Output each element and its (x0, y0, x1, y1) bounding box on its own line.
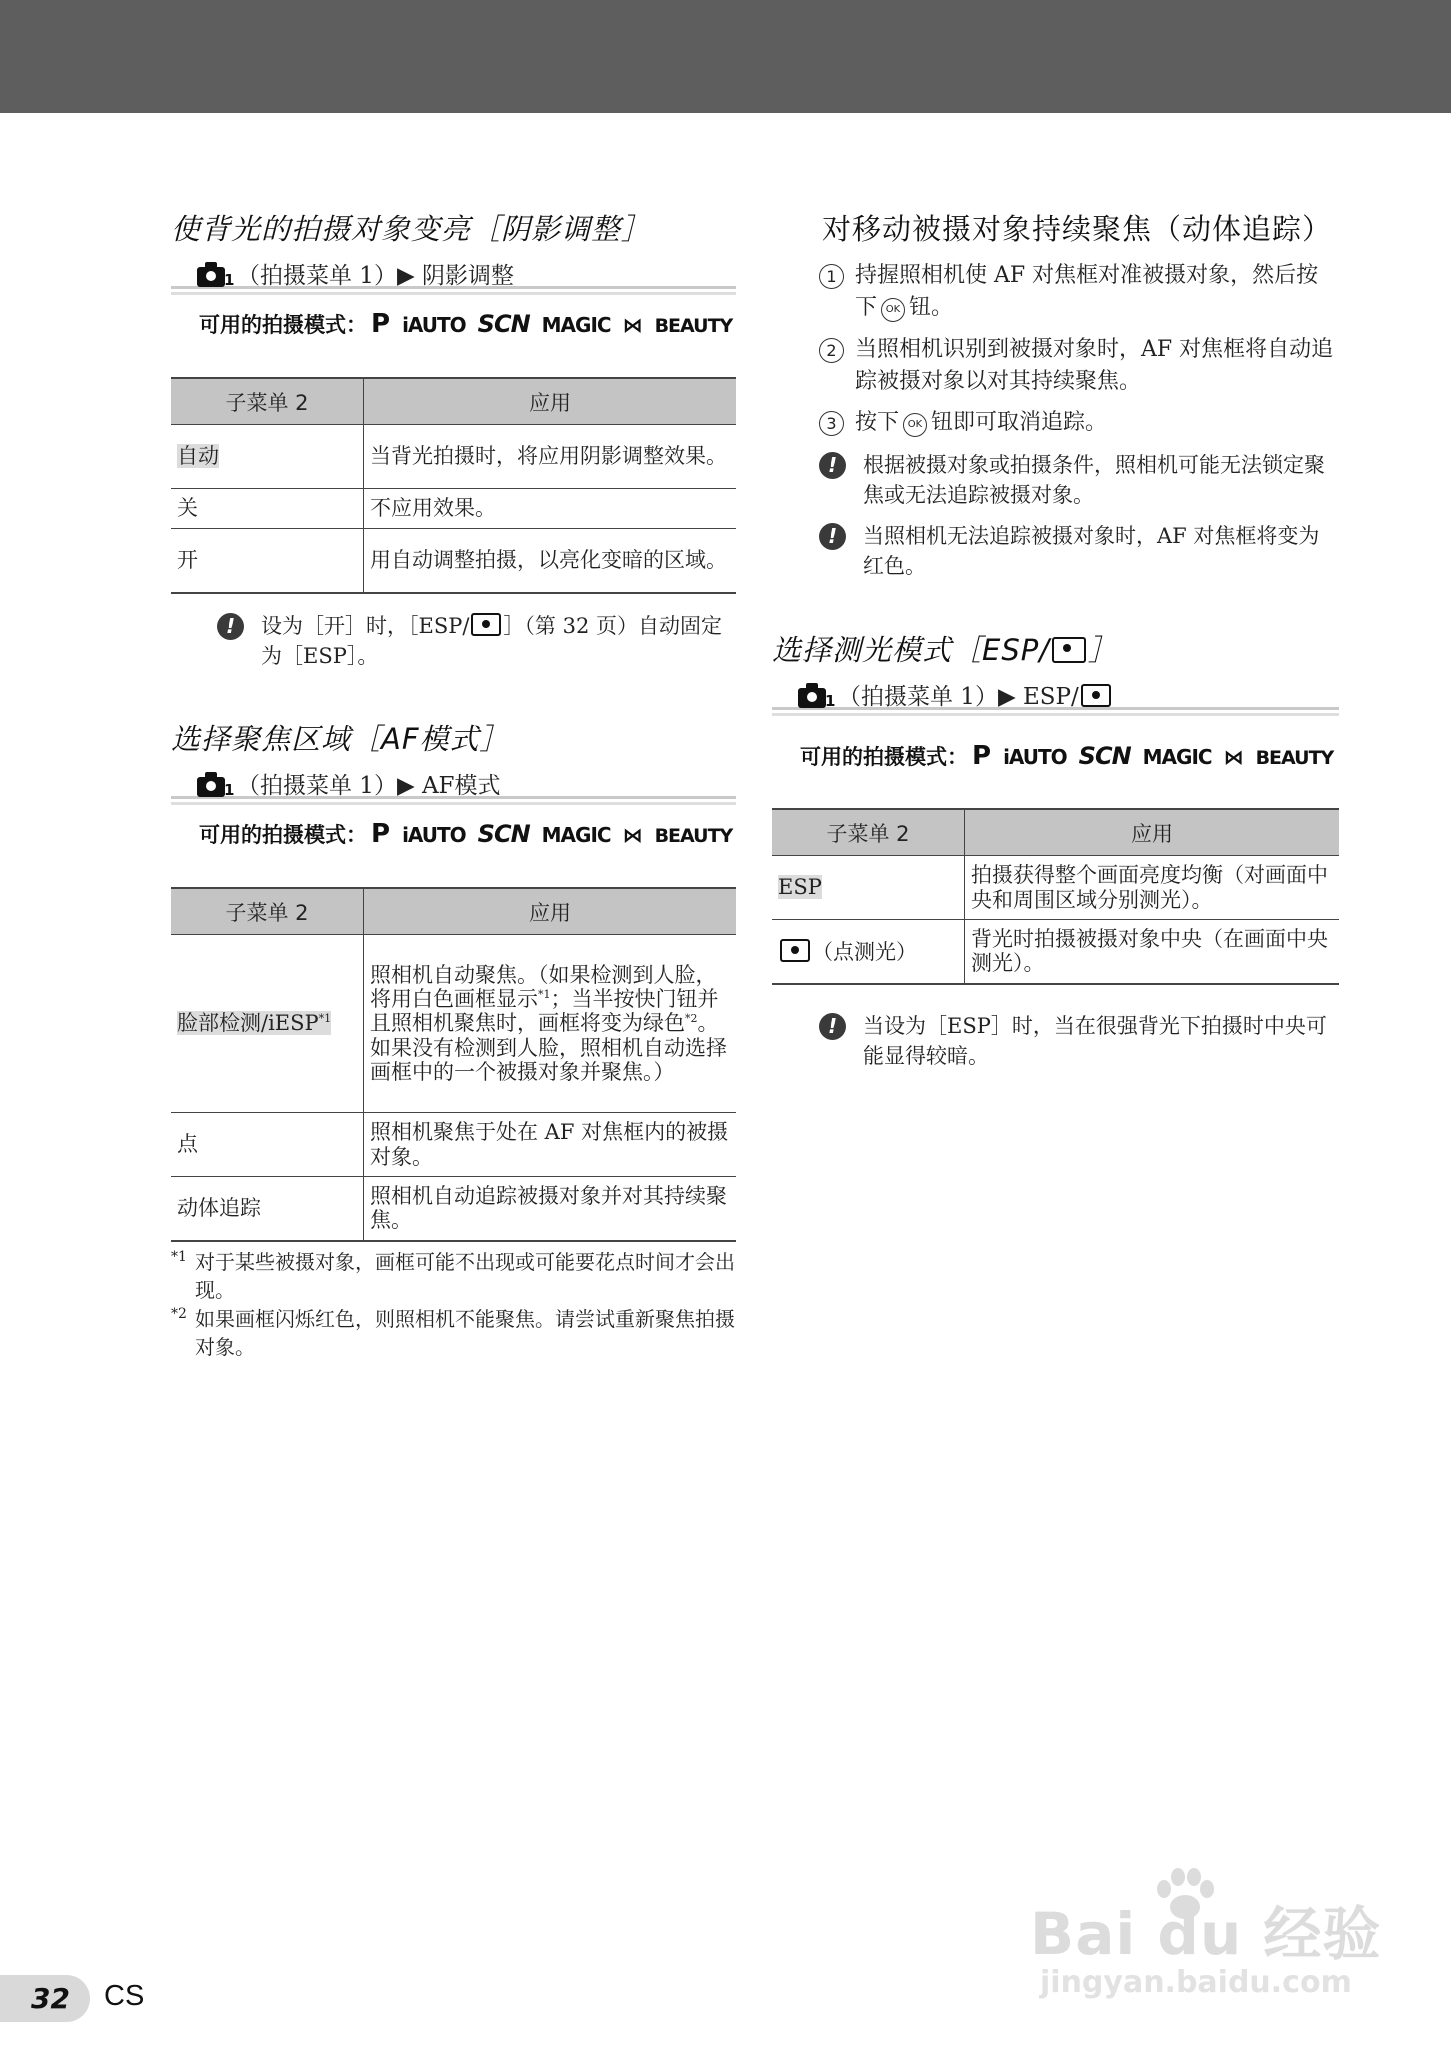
af-options-table (171, 887, 736, 1242)
spot-metering-icon (1081, 684, 1111, 707)
desc-part-a: 照相机自动聚焦。（如果检测到人脸，将用白色画框显示 (370, 963, 717, 1012)
footnote-ref: *1 (538, 988, 551, 1002)
option-desc: 照相机聚焦于处在 AF 对焦框内的被摄对象。 (364, 1113, 737, 1177)
step-text: 当照相机识别到被摄对象时，AF 对焦框将自动追踪被摄对象以对其持续聚焦。 (855, 337, 1334, 394)
metering-options-table (772, 808, 1339, 985)
footnote-mark: *2 (171, 1306, 187, 1322)
table-row (772, 920, 1339, 984)
tracking-section-title: 对移动被摄对象持续聚焦（动体追踪） (822, 212, 1333, 246)
mode-p: P (371, 819, 391, 849)
col-submenu-header: 子菜单 2 (772, 809, 965, 856)
spot-metering-icon (1052, 637, 1086, 663)
metering-title-text: 选择测光模式［ESP/ (772, 633, 1050, 667)
table-row (171, 529, 736, 593)
table-header-row (171, 378, 736, 425)
option-esp: ESP (778, 875, 822, 900)
shadow-menu-path (171, 255, 736, 295)
col-application-header: 应用 (965, 809, 1340, 856)
mode-magic: MAGIC (541, 313, 611, 337)
mode-p: P (972, 741, 992, 771)
modes-label: 可用的拍摄模式： (800, 745, 968, 769)
footnote-ref: *1 (318, 1012, 332, 1026)
watermark-brand: Bai du 经验 (1030, 1900, 1382, 1968)
shadow-available-modes (199, 309, 732, 339)
caution-icon: ! (217, 613, 244, 640)
option-tracking: 动体追踪 (171, 1177, 364, 1241)
option-desc: 当背光拍摄时，将应用阴影调整效果。 (364, 425, 737, 489)
shadow-section-title: 使背光的拍摄对象变亮［阴影调整］ (171, 212, 652, 246)
col-application-header: 应用 (364, 378, 737, 425)
step-text-a: 持握照相机使 AF 对焦框对准被摄对象，然后按下 (855, 263, 1319, 320)
note-text-b: ］（第 32 页）自动固定为［ESP］。 (261, 614, 722, 669)
note-text: 当照相机无法追踪被摄对象时，AF 对焦框将变为红色。 (863, 524, 1320, 579)
option-desc (364, 935, 737, 1113)
mode-bow-icon: ⋈ (1223, 745, 1244, 769)
col-submenu-header: 子菜单 2 (171, 888, 364, 935)
desc-part-c: 。如果没有检测到人脸，照相机自动选择画框中的一个被摄对象并聚焦。） (370, 1011, 727, 1084)
camera-menu-icon: 1 (197, 261, 231, 287)
note-text: 根据被摄对象或拍摄条件，照相机可能无法锁定聚焦或无法追踪被摄对象。 (863, 453, 1325, 508)
footnote-text: 如果画框闪烁红色，则照相机不能聚焦。请尝试重新聚焦拍摄对象。 (195, 1307, 735, 1359)
step-text-b: 钮。 (909, 294, 954, 320)
option-desc: 照相机自动追踪被摄对象并对其持续聚焦。 (364, 1177, 737, 1241)
option-desc: 用自动调整拍摄，以亮化变暗的区域。 (364, 529, 737, 593)
mode-bow-icon: ⋈ (622, 823, 643, 847)
step-number: 3 (819, 411, 844, 436)
option-face-detect: 脸部检测/iESP (177, 1011, 319, 1036)
mode-iauto: iAUTO (402, 823, 466, 847)
option-auto: 自动 (177, 444, 219, 469)
table-row (171, 425, 736, 489)
option-spot: 点 (171, 1113, 364, 1177)
option-desc: 拍摄获得整个画面亮度均衡（对画面中央和周围区域分别测光）。 (965, 856, 1340, 920)
step-number: 2 (819, 338, 844, 363)
option-desc: 不应用效果。 (364, 489, 737, 529)
step-text-a: 按下 (855, 410, 900, 435)
note-text-a: 设为［开］时，［ESP/ (261, 614, 470, 638)
shadow-options-table (171, 377, 736, 594)
mode-beauty: BEAUTY (654, 315, 733, 337)
modes-label: 可用的拍摄模式： (199, 313, 367, 337)
option-spot-metering (772, 920, 965, 984)
option-on: 开 (171, 529, 364, 593)
metering-menu-path (772, 676, 1339, 716)
step-text-b: 钮即可取消追踪。 (931, 410, 1108, 435)
caution-icon: ! (819, 1013, 846, 1040)
col-submenu-header: 子菜单 2 (171, 378, 364, 425)
camera-menu-icon: 1 (197, 771, 231, 797)
mode-magic: MAGIC (1142, 745, 1212, 769)
mode-beauty: BEAUTY (654, 825, 733, 847)
table-row (171, 935, 736, 1113)
modes-label: 可用的拍摄模式： (199, 823, 367, 847)
af-menu-path (171, 765, 736, 805)
mode-scn: SCN (1078, 742, 1131, 770)
page-number: 32 (0, 1975, 90, 2022)
caution-icon: ! (819, 452, 846, 479)
ok-button-icon: OK (903, 413, 927, 437)
mode-scn: SCN (477, 310, 530, 338)
mode-scn: SCN (477, 820, 530, 848)
table-header-row (772, 809, 1339, 856)
step-number: 1 (819, 264, 844, 289)
mode-beauty: BEAUTY (1255, 747, 1334, 769)
option-spot-metering-label: （点测光） (812, 939, 917, 964)
ok-button-icon: OK (881, 298, 905, 322)
table-row (171, 489, 736, 529)
baidu-watermark (1030, 1865, 1382, 2000)
note-text: 当设为［ESP］时，当在很强背光下拍摄时中央可能显得较暗。 (863, 1014, 1327, 1069)
caution-icon: ! (819, 523, 846, 550)
mode-bow-icon: ⋈ (622, 313, 643, 337)
af-available-modes (199, 819, 732, 849)
header-bar (0, 0, 1451, 113)
col-application-header: 应用 (364, 888, 737, 935)
af-menu-path-text: （拍摄菜单 1）▶ AF模式 (237, 773, 501, 799)
metering-menu-path-text: （拍摄菜单 1）▶ ESP/ (838, 684, 1079, 710)
metering-available-modes (800, 741, 1333, 771)
shadow-menu-path-text: （拍摄菜单 1）▶ 阴影调整 (237, 263, 514, 289)
spot-metering-icon (780, 939, 810, 962)
footnote-mark: *1 (171, 1249, 187, 1265)
table-header-row (171, 888, 736, 935)
desc-part-b: ；当半按快门钮并且照相机聚焦时，画框将变为绿色 (370, 987, 719, 1036)
option-desc: 背光时拍摄被摄对象中央（在画面中央测光）。 (965, 920, 1340, 984)
table-row (772, 856, 1339, 920)
language-code: CS (104, 1980, 145, 2012)
mode-p: P (371, 309, 391, 339)
metering-section-title (772, 628, 1118, 669)
metering-title-end: ］ (1088, 633, 1119, 667)
watermark-site: jingyan.baidu.com (1040, 1965, 1352, 2000)
mode-iauto: iAUTO (1003, 745, 1067, 769)
mode-iauto: iAUTO (402, 313, 466, 337)
footnote-ref: *2 (685, 1012, 698, 1026)
footnote-text: 对于某些被摄对象，画框可能不出现或可能要花点时间才会出现。 (195, 1250, 735, 1302)
table-row (171, 1113, 736, 1177)
spot-metering-icon (471, 613, 501, 636)
camera-menu-icon: 1 (798, 682, 832, 708)
option-off: 关 (171, 489, 364, 529)
table-row (171, 1177, 736, 1241)
af-section-title: 选择聚焦区域［AF模式］ (171, 722, 510, 756)
mode-magic: MAGIC (541, 823, 611, 847)
